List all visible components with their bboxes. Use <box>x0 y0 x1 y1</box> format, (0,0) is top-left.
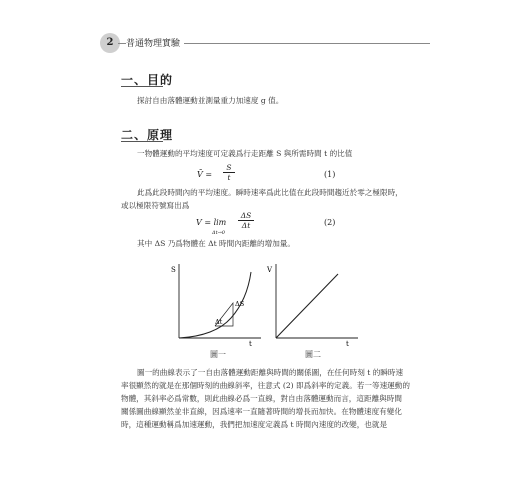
figure-1-caption: 圖一 <box>210 350 226 359</box>
heading-underline <box>121 141 163 142</box>
fig2-y-label: V <box>267 266 273 274</box>
purpose-text: 探討自由落體運動並測量重力加速度 g 值。 <box>137 96 284 105</box>
header-title: 普通物理實驗 <box>126 36 184 49</box>
page-header <box>100 33 430 53</box>
eq2-limit-subscript: Δt→0 <box>212 230 225 236</box>
eq1-fraction <box>223 163 235 182</box>
principle-para-2a: 此爲此段時間內的平均速度。瞬時速率爲此比值在此段時間趨近於零之極限時， <box>137 188 403 197</box>
fig1-delta-t-label: Δt <box>215 318 223 326</box>
page-number-badge: 2 <box>100 33 120 53</box>
closing-line-3: 物體，其斜率必爲常數，則此曲線必爲一直線，對自由落體運動而言，這距離與時間 <box>121 394 402 403</box>
eq2-number: (2) <box>324 218 336 227</box>
figure-1-graph <box>165 258 265 348</box>
closing-line-1: 圖一的曲線表示了一自由落體運動距離與時間的關係圖，在任何時刻 t 的瞬時速 <box>137 368 404 377</box>
eq2-denominator: Δt <box>241 221 251 230</box>
eq1-number: (1) <box>324 170 336 179</box>
eq2-fraction <box>238 211 254 230</box>
principle-para-1: 一物體運動的平均速度可定義爲行走距離 S 與所需時間 t 的比值 <box>137 149 353 158</box>
eq1-lhs: V̄ = <box>197 170 213 179</box>
section-heading-purpose: 一、目的 <box>121 73 174 87</box>
fig2-x-label: t <box>346 340 349 348</box>
figure-2-caption: 圖二 <box>305 350 321 359</box>
principle-para-2b: 或以極限符號寫出爲 <box>121 201 190 210</box>
closing-line-5: 時，這種運動稱爲加速運動，我們把加速度定義爲 t 時間內速度的改變，也就是 <box>121 420 388 429</box>
fig1-y-label: S <box>171 266 176 274</box>
eq1-denominator: t <box>227 173 231 182</box>
velocity-line <box>276 274 338 338</box>
eq2-lhs: V = lim <box>196 218 227 227</box>
heading-underline <box>121 86 163 87</box>
principle-para-3: 其中 ΔS 乃爲物體在 Δt 時間內距離的增加量。 <box>137 239 295 248</box>
eq1-numerator: S <box>226 163 232 172</box>
section-heading-principle: 二、原理 <box>121 128 174 142</box>
closing-line-2: 率很顯然的就是在那個時刻的曲線斜率，往意式 (2) 即爲斜率的定義。若一等速運動的 <box>121 381 410 390</box>
fig1-delta-s-label: ΔS <box>235 300 245 308</box>
closing-line-4: 關係圖曲線顯然並非直線，因爲速率一直隨著時間的增長而加快。在物體速度有變化 <box>121 407 402 416</box>
figure-2-graph <box>262 258 362 348</box>
fig1-x-label: t <box>249 340 252 348</box>
eq2-numerator: ΔS <box>240 211 252 220</box>
